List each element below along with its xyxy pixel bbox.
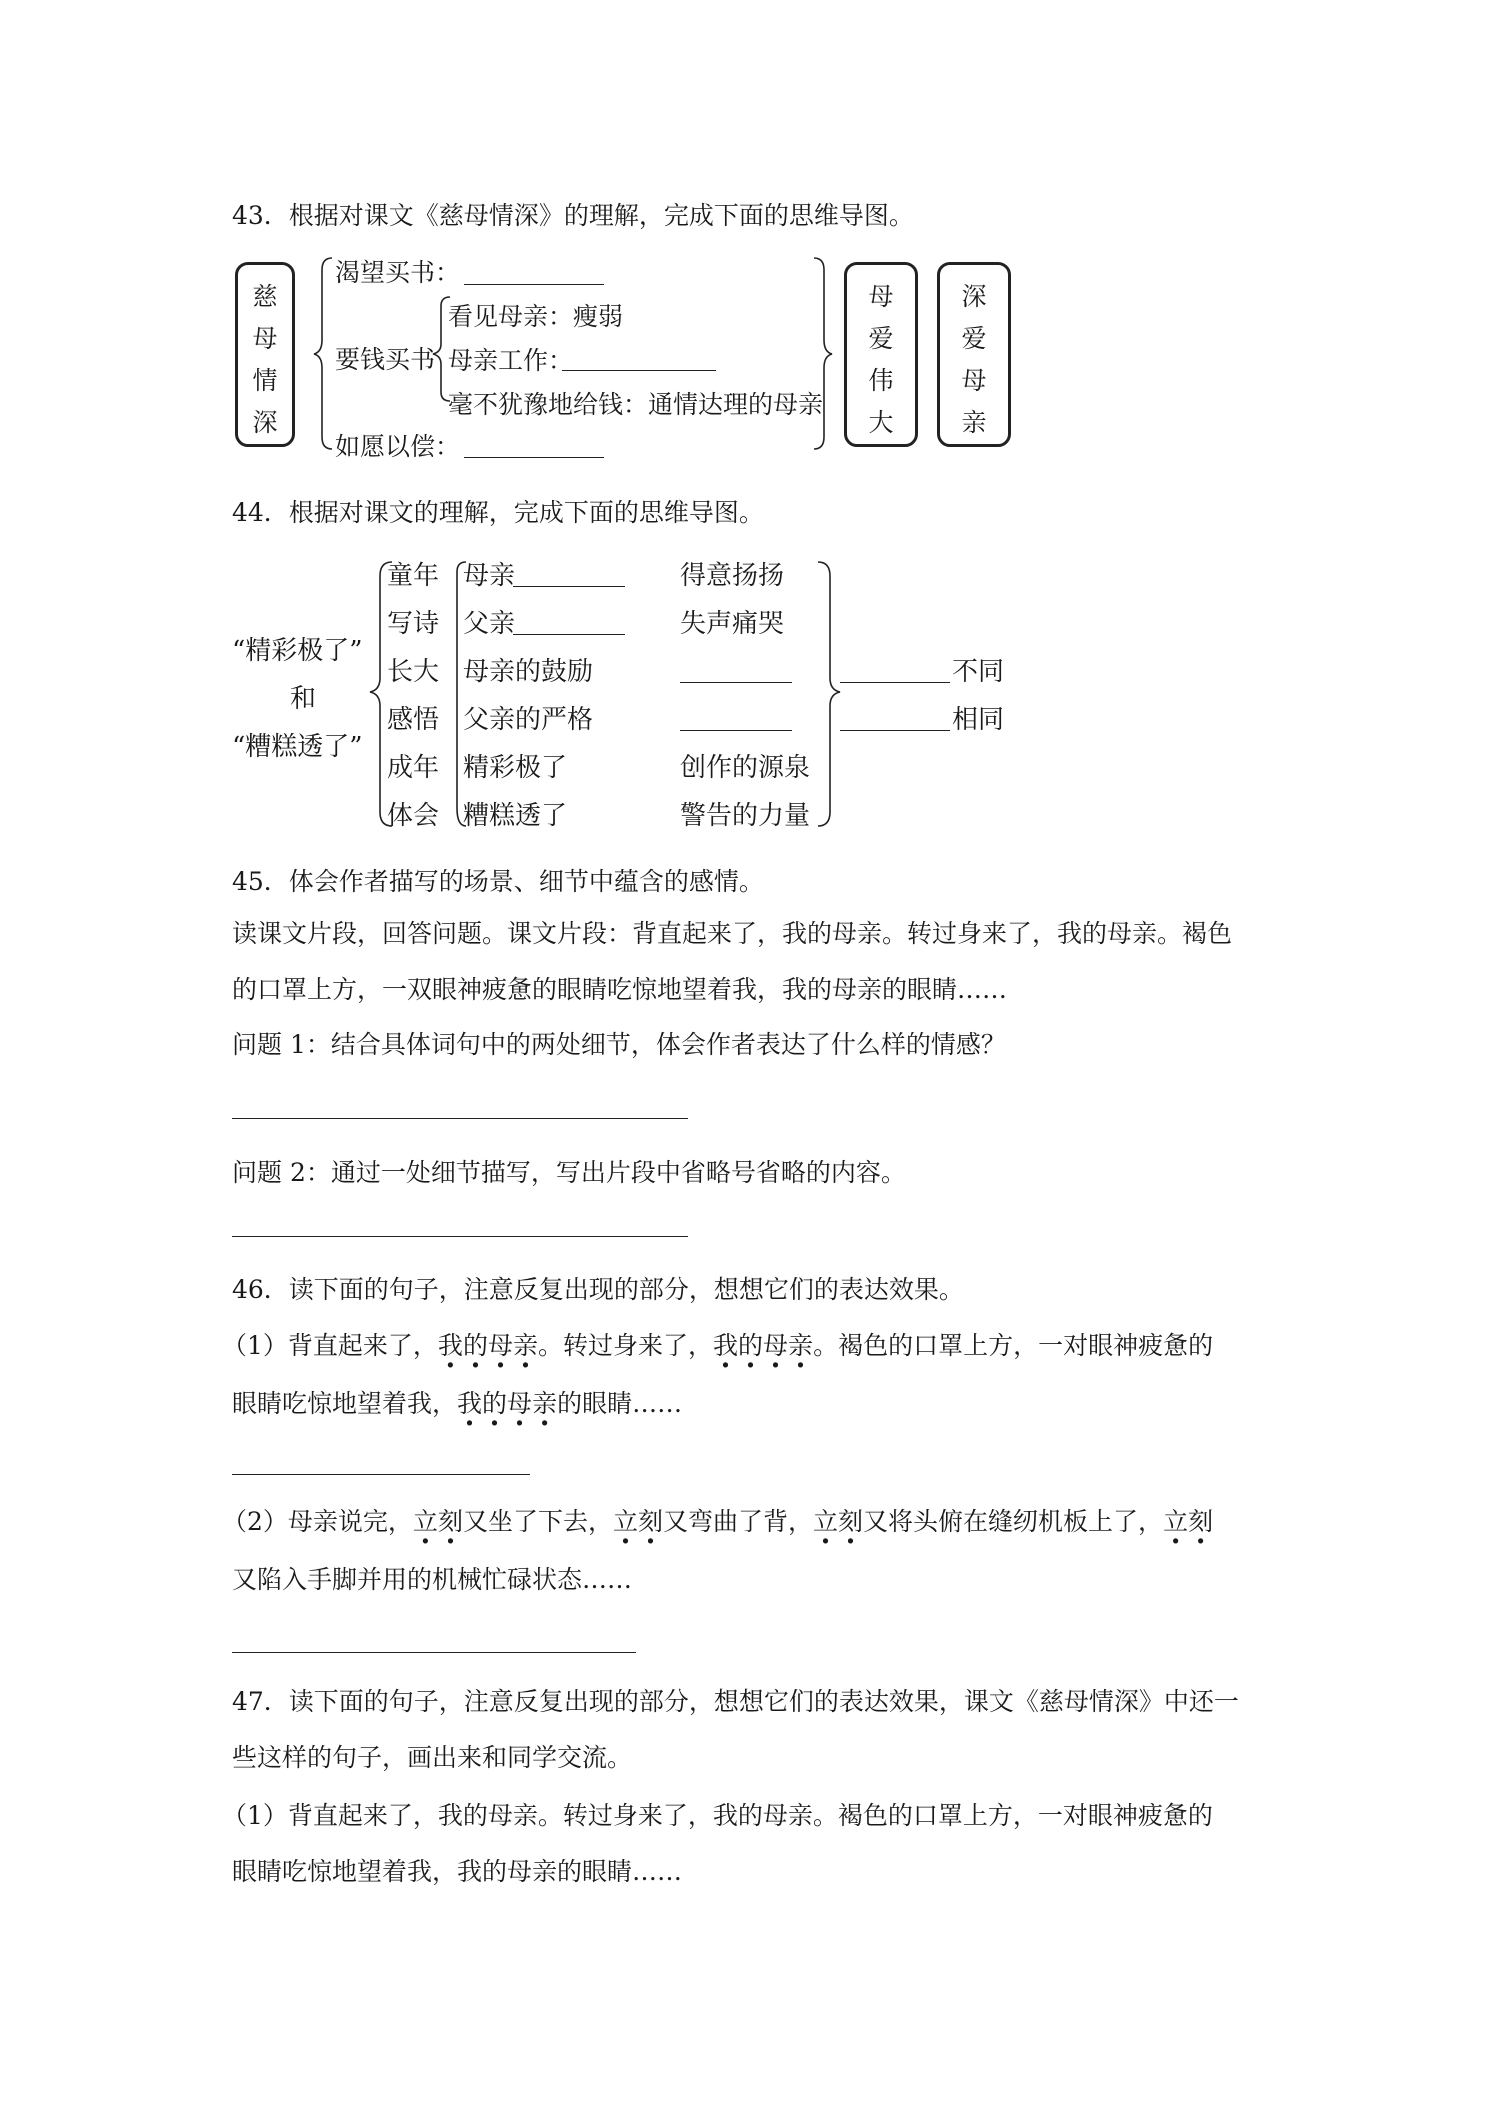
col3-item: 创作的源泉 [680,753,811,783]
box-char: 伟 [868,366,894,395]
text-segment: 。褐色的口罩上方，一对眼神疲惫的 [813,1331,1214,1360]
answer-line[interactable] [232,1236,688,1237]
answer-blank[interactable] [680,730,792,731]
q47-sentence-line2: 眼睛吃惊地望着我，我的母亲的眼睛…… [232,1857,683,1886]
q45-question-2: 问题 2：通过一处细节描写，写出片段中省略号省略的内容。 [232,1158,906,1187]
left-label-3: “糟糕透了” [232,732,363,762]
end-label-different: 不同 [952,657,1005,687]
q46-sentence-1-line1 [222,1326,1213,1362]
emphasis-phrase: 我的母亲 [437,1331,538,1360]
text-segment: 又坐了下去， [462,1507,613,1536]
stage-label: 成年 [387,753,440,783]
root-char: 母 [252,324,278,353]
stage-label: 体会 [387,801,440,831]
stage-label: 长大 [387,657,440,687]
box-char: 母 [868,282,894,311]
branch-ask-money: 要钱买书 [335,345,436,374]
answer-line[interactable] [232,1118,688,1119]
col3-item: 失声痛哭 [680,609,785,639]
q47-title-line1: 47．读下面的句子，注意反复出现的部分，想想它们的表达效果，课文《慈母情深》中还一 [232,1687,1239,1716]
text-segment: 眼睛吃惊地望着我， [232,1389,458,1418]
emphasis-word: 立刻 [1163,1507,1214,1536]
emphasis-phrase: 我的母亲 [457,1389,558,1418]
q46-sentence-2-line1 [222,1502,1213,1538]
box-char: 亲 [961,408,987,437]
text-segment: 。转过身来了， [537,1331,713,1360]
emphasis-word: 立刻 [412,1507,463,1536]
emphasis-word: 立刻 [813,1507,864,1536]
box-char: 爱 [868,324,894,353]
answer-blank[interactable] [513,634,625,635]
box-char: 深 [961,282,987,311]
q45-passage-line2: 的口罩上方，一双眼神疲惫的眼睛吃惊地望着我，我的母亲的眼睛…… [232,975,1008,1004]
stage-label: 感悟 [387,705,440,735]
branch-thirst: 渴望买书： [335,258,461,287]
col2-item: 糟糕透了 [463,801,568,831]
col3-item: 得意扬扬 [680,561,785,591]
text-segment: （1）背直起来了， [222,1331,438,1360]
text-segment: （2）母亲说完， [222,1507,413,1536]
q44-title: 44．根据对课文的理解，完成下面的思维导图。 [232,498,764,527]
end-label-same: 相同 [952,705,1005,735]
text-segment: 又弯曲了背， [663,1507,814,1536]
answer-blank[interactable] [680,682,792,683]
emphasis-phrase: 我的母亲 [713,1331,814,1360]
col2-item: 母亲的鼓励 [463,657,594,687]
col2-item: 精彩极了 [463,753,568,783]
col2-item: 父亲 [463,609,516,639]
q43-title: 43．根据对课文《慈母情深》的理解，完成下面的思维导图。 [232,201,914,230]
branch-wish-come-true: 如愿以偿： [335,432,461,461]
box-char: 大 [868,408,894,437]
text-segment: 的眼睛…… [557,1389,683,1418]
stage-label: 写诗 [387,609,440,639]
col3-item: 警告的力量 [680,801,811,831]
answer-line[interactable] [232,1652,636,1653]
root-char: 慈 [252,282,278,311]
col2-item: 父亲的严格 [463,705,594,735]
q47-title-line2: 些这样的句子，画出来和同学交流。 [232,1743,633,1772]
q45-title: 45．体会作者描写的场景、细节中蕴含的感情。 [232,867,764,896]
answer-blank[interactable] [840,730,950,731]
left-label-1: “精彩极了” [232,636,363,666]
answer-line[interactable] [232,1474,530,1475]
q45-passage-line1: 读课文片段，回答问题。课文片段：背直起来了，我的母亲。转过身来了，我的母亲。褐色 [232,919,1233,948]
box-char: 母 [961,366,987,395]
col2-item: 母亲 [463,561,516,591]
sub-see-mother: 看见母亲：瘦弱 [448,302,624,331]
answer-blank[interactable] [840,682,950,683]
root-char: 深 [252,408,278,437]
box-char: 爱 [961,324,987,353]
answer-blank[interactable] [513,586,625,587]
sub-mother-work: 母亲工作： [448,346,574,375]
root-char: 情 [252,366,278,395]
left-label-2: 和 [290,684,317,714]
q47-sentence-line1: （1）背直起来了，我的母亲。转过身来了，我的母亲。褐色的口罩上方，一对眼神疲惫的 [222,1801,1213,1830]
sub-give-money: 毫不犹豫地给钱：通情达理的母亲 [448,390,824,419]
text-segment: 又将头俯在缝纫机板上了， [863,1507,1164,1536]
q46-title: 46．读下面的句子，注意反复出现的部分，想想它们的表达效果。 [232,1275,964,1304]
q45-question-1: 问题 1：结合具体词句中的两处细节，体会作者表达了什么样的情感？ [232,1030,1006,1059]
stage-label: 童年 [387,561,440,591]
q46-sentence-2-line2: 又陷入手脚并用的机械忙碌状态…… [232,1565,633,1594]
q46-sentence-1-line2 [232,1384,682,1420]
emphasis-word: 立刻 [612,1507,663,1536]
